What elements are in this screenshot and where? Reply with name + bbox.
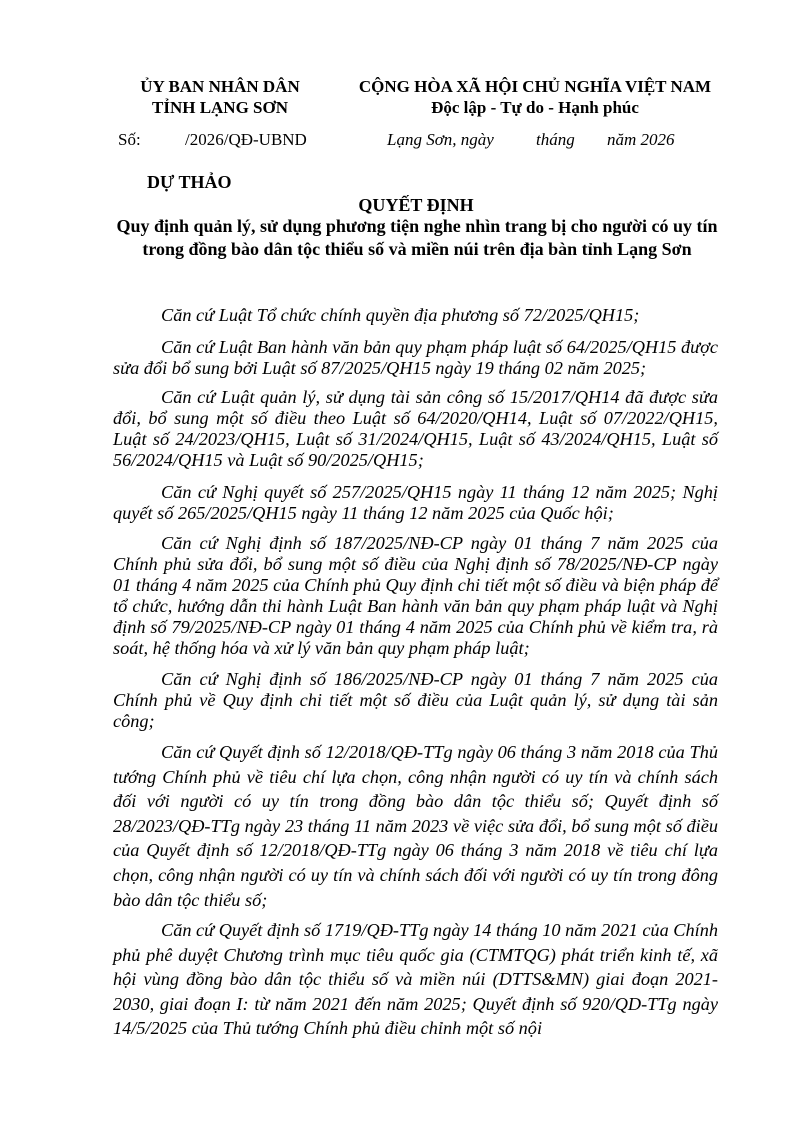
- agency-name: ỦY BAN NHÂN DÂN: [140, 77, 300, 96]
- document-title: QUYẾT ĐỊNH: [358, 195, 474, 215]
- national-title: CỘNG HÒA XÃ HỘI CHỦ NGHĨA VIỆT NAM: [358, 77, 712, 96]
- legal-basis-paragraph: Căn cứ Quyết định số 12/2018/QĐ-TTg ngày 06 tháng 3 năm 2018 của Thủ tướng Chính phủ về tiêu chí lựa chọn, công nhận người có uy tín và chính sách đối với người có uy tín trong đồng bào dân tộc thiểu số; Quyết định số 28/2023/QĐ-TTg ngày 23 tháng 11 năm 2023 về việc sửa đổi, bổ sung một số điều của Quyết định số 12/2018/QĐ-TTg ngày 06 tháng 3 năm 2018 về tiêu chí lựa chọn, công nhận người có uy tín và chính sách đối với người có uy tín trong đông bào dân tộc thiểu số;: [113, 742, 718, 910]
- place-date-place: Lạng Sơn, ngày: [387, 130, 494, 149]
- national-motto: Độc lập - Tự do - Hạnh phúc: [431, 98, 639, 117]
- place-date-year: năm 2026: [607, 130, 675, 149]
- draft-label: DỰ THẢO: [147, 172, 232, 192]
- legal-basis-paragraph: Căn cứ Luật Tổ chức chính quyền địa phương số 72/2025/QH15;: [161, 305, 640, 325]
- agency-province: TỈNH LẠNG SƠN: [151, 98, 289, 117]
- legal-basis-paragraph: Căn cứ Nghị quyết số 257/2025/QH15 ngày 11 tháng 12 năm 2025; Nghị quyết số 265/2025/QH15 ngày 11 tháng 12 năm 2025 của Quốc hội;: [113, 482, 718, 523]
- document-number-label: Số:: [118, 130, 141, 149]
- place-date-month: tháng: [536, 130, 575, 149]
- legal-basis-paragraph: Căn cứ Nghị định số 186/2025/NĐ-CP ngày 01 tháng 7 năm 2025 của Chính phủ về Quy định chi tiết một số điều của Luật quản lý, sử dụng tài sản công;: [113, 669, 718, 731]
- legal-basis-paragraph: Căn cứ Luật quản lý, sử dụng tài sản công số 15/2017/QH14 đã được sửa đổi, bổ sung một số điều theo Luật số 64/2020/QH14, Luật số 07/2022/QH15, Luật số 24/2023/QH15, Luật số 31/2024/QH15, Luật số 43/2024/QH15, Luật số 56/2024/QH15 và Luật số 90/2025/QH15;: [113, 387, 718, 470]
- legal-basis-paragraph: Căn cứ Luật Ban hành văn bản quy phạm pháp luật số 64/2025/QH15 được sửa đổi bổ sung bởi Luật số 87/2025/QH15 ngày 19 tháng 02 năm 2025;: [113, 337, 718, 378]
- document-number: /2026/QĐ-UBND: [185, 130, 307, 149]
- legal-basis-paragraph: Căn cứ Nghị định số 187/2025/NĐ-CP ngày 01 tháng 7 năm 2025 của Chính phủ sửa đổi, bổ sung một số điều của Nghị định số 78/2025/NĐ-CP ngày 01 tháng 4 năm 2025 của Chính phủ Quy định chi tiết một số điều và biện pháp để tổ chức, hướng dẫn thi hành Luật Ban hành văn bản quy phạm pháp luật và Nghị định số 79/2025/NĐ-CP ngày 01 tháng 4 năm 2025 của Chính phủ về kiểm tra, rà soát, hệ thống hóa và xử lý văn bản quy phạm pháp luật;: [113, 533, 718, 658]
- document-subtitle: Quy định quản lý, sử dụng phương tiện nghe nhìn trang bị cho người có uy tín trong đồng bào dân tộc thiểu số và miền núi trên địa bàn tỉnh Lạng Sơn: [116, 216, 718, 259]
- legal-basis-paragraph: Căn cứ Quyết định số 1719/QĐ-TTg ngày 14 tháng 10 năm 2021 của Chính phủ phê duyệt Chương trình mục tiêu quốc gia (CTMTQG) phát triển kinh tế, xã hội vùng đồng bào dân tộc thiểu số và miền núi (DTTS&MN) giai đoạn 2021-2030, giai đoạn I: từ năm 2021 đến năm 2025; Quyết định số 920/QD-TTg ngày 14/5/2025 của Thủ tướng Chính phủ điều chỉnh một số nội: [113, 920, 718, 1039]
